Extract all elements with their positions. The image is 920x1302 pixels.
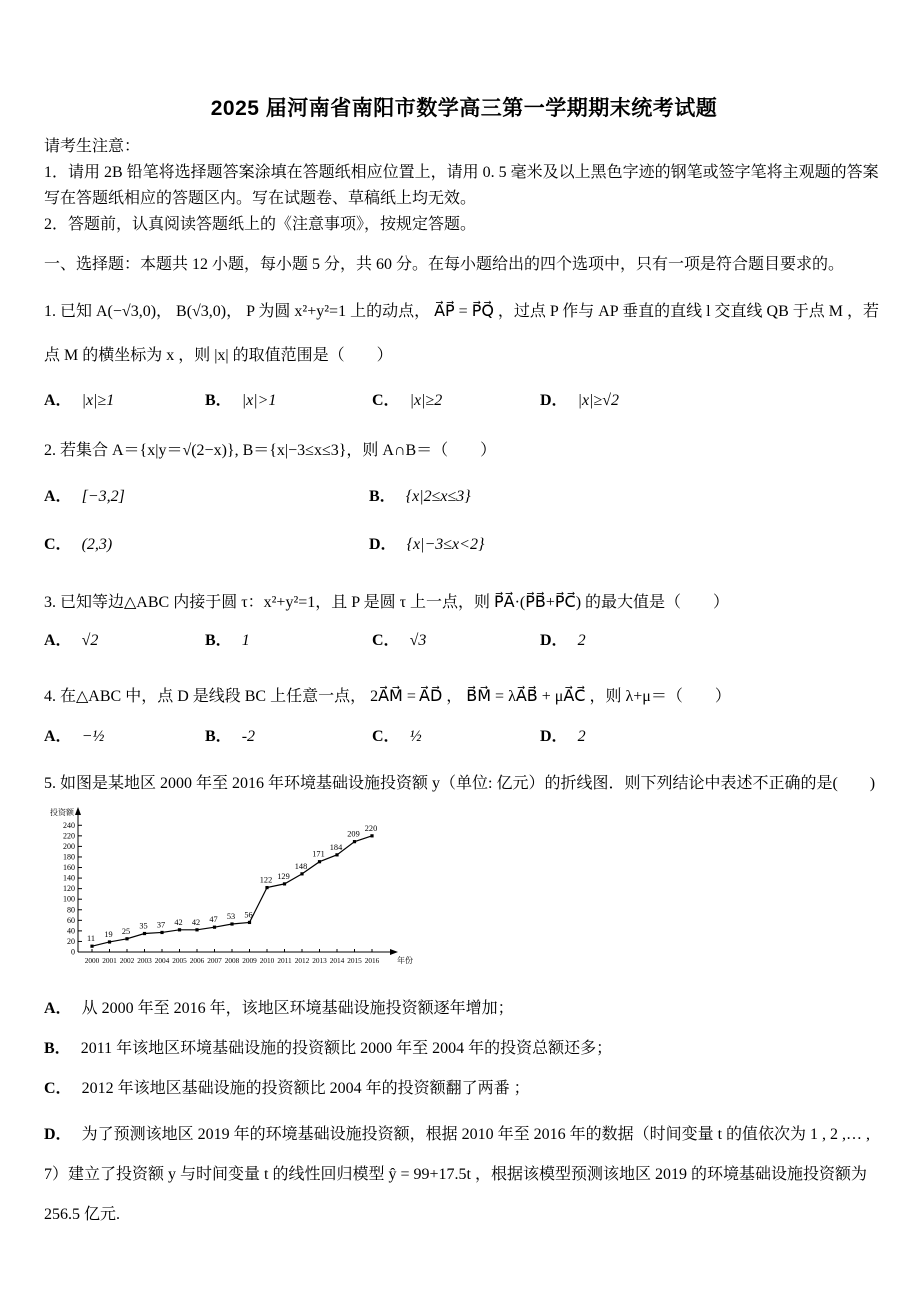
x-axis-arrow [390, 949, 398, 955]
option-a-text: [−3,2] [81, 488, 125, 505]
question-3-stem: 3. 已知等边△ABC 内接于圆 τ：x²+y²=1，且 P 是圆 τ 上一点，则 P⃗A⃗·(P⃗B⃗+P⃗C⃗) 的最大值是（ ） [44, 594, 730, 611]
data-point-label: 220 [364, 823, 378, 833]
option-d-text: 2 [577, 728, 586, 745]
data-point-marker [108, 940, 111, 943]
notice-heading: 请考生注意： [44, 138, 141, 155]
x-tick-label: 2012 [294, 956, 310, 965]
option-a [44, 480, 365, 514]
option-b-label: B． [44, 1040, 71, 1057]
option-b [205, 386, 368, 416]
data-point-label: 53 [226, 912, 236, 922]
option-c-text: |x|≥2 [409, 392, 443, 409]
option-c-label: C． [44, 1080, 72, 1097]
question-1-options [44, 386, 884, 416]
option-b-label: B． [205, 728, 232, 745]
data-point-label: 19 [104, 929, 113, 939]
question-4-options [44, 722, 884, 752]
section-header-choice: 一、选择题：本题共 12 小题，每小题 5 分，共 60 分。在每小题给出的四个选项中，只有一项是符合题目要求的。 [44, 256, 845, 273]
x-tick-label: 2006 [189, 956, 205, 965]
option-a [44, 722, 201, 752]
option-d-text: 2 [577, 632, 586, 649]
data-point-marker [353, 840, 356, 843]
option-c-label: C． [372, 728, 400, 745]
x-tick-label: 2011 [277, 956, 292, 965]
y-tick-label: 220 [63, 831, 75, 841]
option-d-label: D． [540, 728, 568, 745]
option-b [205, 626, 368, 656]
option-d-label: D． [44, 1126, 72, 1143]
x-tick-label: 2016 [364, 956, 380, 965]
x-tick-label: 2005 [172, 956, 187, 965]
data-point-marker [300, 872, 303, 875]
option-a [44, 386, 201, 416]
data-point-label: 209 [347, 829, 360, 839]
data-point-marker [335, 853, 338, 856]
option-b-text: |x|>1 [241, 392, 277, 409]
data-point-label: 11 [87, 934, 95, 944]
question-5-option-a [44, 995, 884, 1023]
data-point-marker [230, 922, 233, 925]
question-5-option-b [44, 1035, 884, 1063]
data-point-marker [125, 937, 128, 940]
x-tick-label: 2007 [207, 956, 222, 965]
question-4-stem: 4. 在△ABC 中，点 D 是线段 BC 上任意一点， 2A⃗M⃗ = A⃗D⃗ ， B⃗M⃗ = λA⃗B⃗ + μA⃗C⃗ ，则 λ+μ＝（ ） [44, 688, 731, 705]
option-d-label: D． [540, 632, 568, 649]
notice-item-2: 2．答题前，认真阅读答题纸上的《注意事项》，按规定答题。 [44, 216, 477, 233]
data-point-label: 25 [121, 926, 131, 936]
question-5-stem: 5. 如图是某地区 2000 年至 2016 年环境基础设施投资额 y（单位: 亿元）的折线图．则下列结论中表述不正确的是( ) [44, 775, 876, 792]
option-a-text: |x|≥1 [81, 392, 115, 409]
data-point-marker [318, 860, 321, 863]
option-a [44, 626, 201, 656]
option-a-label: A． [44, 1000, 72, 1017]
data-point-label: 171 [312, 849, 325, 859]
option-b-text: 1 [241, 632, 250, 649]
y-tick-label: 240 [63, 820, 75, 830]
y-tick-label: 180 [63, 852, 75, 862]
question-5-option-d [44, 1115, 884, 1235]
question-2-stem: 2. 若集合 A＝{x|y＝√(2−x)}, B＝{x|−3≤x≤3}，则 A∩B＝（ ） [44, 442, 497, 459]
data-point-label: 129 [277, 871, 290, 881]
option-a-label: A． [44, 392, 72, 409]
x-tick-label: 2002 [119, 956, 135, 965]
option-b [205, 722, 368, 752]
option-c-text: ½ [409, 728, 422, 745]
data-point-marker [265, 886, 268, 889]
option-b-label: B． [205, 632, 232, 649]
option-c [372, 722, 536, 752]
investment-line-chart [44, 804, 884, 981]
data-point-label: 37 [156, 920, 166, 930]
option-d-label: D． [540, 392, 568, 409]
data-point-label: 47 [209, 915, 218, 925]
y-tick-label: 0 [71, 947, 75, 957]
page-title: 2025 届河南省南阳市数学高三第一学期期末统考试题 [210, 97, 718, 120]
x-tick-label: 2004 [154, 956, 170, 965]
data-point-label: 42 [174, 917, 183, 927]
y-tick-label: 60 [67, 915, 75, 925]
option-d-text: 为了预测该地区 2019 年的环境基础设施投资额，根据 2010 年至 2016 年的数据（时间变量 t 的值依次为 1 , 2 ,… , 7）建立了投资额 y 与时间变量 t 的线性回归模型 ŷ = 99+17.5t ，根据该模型预测该地区 2019 的环境基础设施投资额为 256.5 亿元. [44, 1126, 871, 1223]
data-point-marker [143, 932, 146, 935]
series-line [92, 836, 372, 946]
data-point-marker [248, 921, 251, 924]
data-point-label: 184 [329, 842, 343, 852]
notice-item-1: 1．请用 2B 铅笔将选择题答案涂填在答题纸相应位置上，请用 0. 5 毫米及以上黑色字迹的钢笔或签字笔将主观题的答案写在答题纸相应的答题区内。写在试题卷、草稿纸上均无效。 [44, 164, 879, 207]
option-d [540, 626, 586, 656]
option-d-text: |x|≥√2 [577, 392, 620, 409]
option-a-label: A． [44, 728, 72, 745]
x-tick-label: 2010 [259, 956, 275, 965]
question-1-stem: 1. 已知 A(−√3,0)， B(√3,0)， P 为圆 x²+y²=1 上的动点， A⃗P⃗ = P⃗Q⃗ ，过点 P 作与 AP 垂直的直线 l 交直线 QB 于点 M ，若点 M 的横坐标为 x ，则 |x| 的取值范围是（ ） [44, 303, 879, 364]
data-point-marker [370, 834, 373, 837]
y-tick-label: 200 [63, 841, 75, 851]
data-point-label: 42 [191, 917, 201, 927]
data-point-marker [178, 928, 181, 931]
question-5-option-c [44, 1075, 884, 1103]
data-point-label: 35 [139, 921, 148, 931]
y-axis-label: 投资额 [50, 808, 74, 817]
option-a-text: −½ [81, 728, 105, 745]
y-tick-label: 40 [67, 926, 75, 936]
x-tick-label: 2003 [137, 956, 152, 965]
option-a-label: A． [44, 488, 72, 505]
data-point-marker [283, 882, 286, 885]
option-c-text: √3 [409, 632, 427, 649]
option-b-text: 2011 年该地区环境基础设施的投资额比 2000 年至 2004 年的投资总额还多； [80, 1040, 613, 1057]
option-b-text: {x|2≤x≤3} [405, 488, 471, 505]
option-d-text: {x|−3≤x<2} [406, 536, 485, 553]
y-tick-label: 80 [67, 905, 75, 915]
data-point-marker [160, 931, 163, 934]
option-c [372, 626, 536, 656]
y-tick-label: 160 [63, 863, 75, 873]
line-chart-svg [44, 804, 416, 976]
data-point-label: 56 [244, 910, 253, 920]
option-c-text: (2,3) [81, 536, 113, 553]
option-c-label: C． [372, 632, 400, 649]
x-tick-label: 2008 [224, 956, 240, 965]
data-point-label: 122 [259, 875, 273, 885]
option-c [44, 528, 365, 562]
data-point-marker [90, 945, 93, 948]
x-tick-label: 2013 [312, 956, 327, 965]
option-d [540, 386, 619, 416]
y-tick-label: 20 [67, 936, 75, 946]
option-d [540, 722, 586, 752]
data-point-label: 148 [294, 861, 308, 871]
x-tick-label: 2000 [84, 956, 100, 965]
option-b [369, 480, 471, 514]
option-b-text: -2 [241, 728, 256, 745]
x-tick-label: 2014 [329, 956, 345, 965]
x-axis-label: 年份 [397, 956, 413, 965]
x-tick-label: 2001 [102, 956, 117, 965]
option-c [372, 386, 536, 416]
question-2-options-row-2 [44, 528, 884, 562]
option-a-text: √2 [81, 632, 99, 649]
data-point-marker [195, 928, 198, 931]
y-axis-arrow [75, 807, 81, 815]
option-c-label: C． [372, 392, 400, 409]
option-b-label: B． [205, 392, 232, 409]
x-tick-label: 2009 [242, 956, 257, 965]
question-3-options [44, 626, 884, 656]
y-tick-label: 100 [63, 894, 75, 904]
question-2-options-row-1 [44, 480, 884, 514]
option-a-text: 从 2000 年至 2016 年，该地区环境基础设施投资额逐年增加； [81, 1000, 514, 1017]
option-d [369, 528, 484, 562]
y-tick-label: 120 [63, 884, 75, 894]
data-point-marker [213, 926, 216, 929]
option-d-label: D． [369, 536, 397, 553]
option-b-label: B． [369, 488, 396, 505]
y-tick-label: 140 [63, 873, 75, 883]
option-a-label: A． [44, 632, 72, 649]
option-c-text: 2012 年该地区基础设施的投资额比 2004 年的投资额翻了两番 ； [81, 1080, 530, 1097]
x-tick-label: 2015 [347, 956, 362, 965]
option-c-label: C． [44, 536, 72, 553]
